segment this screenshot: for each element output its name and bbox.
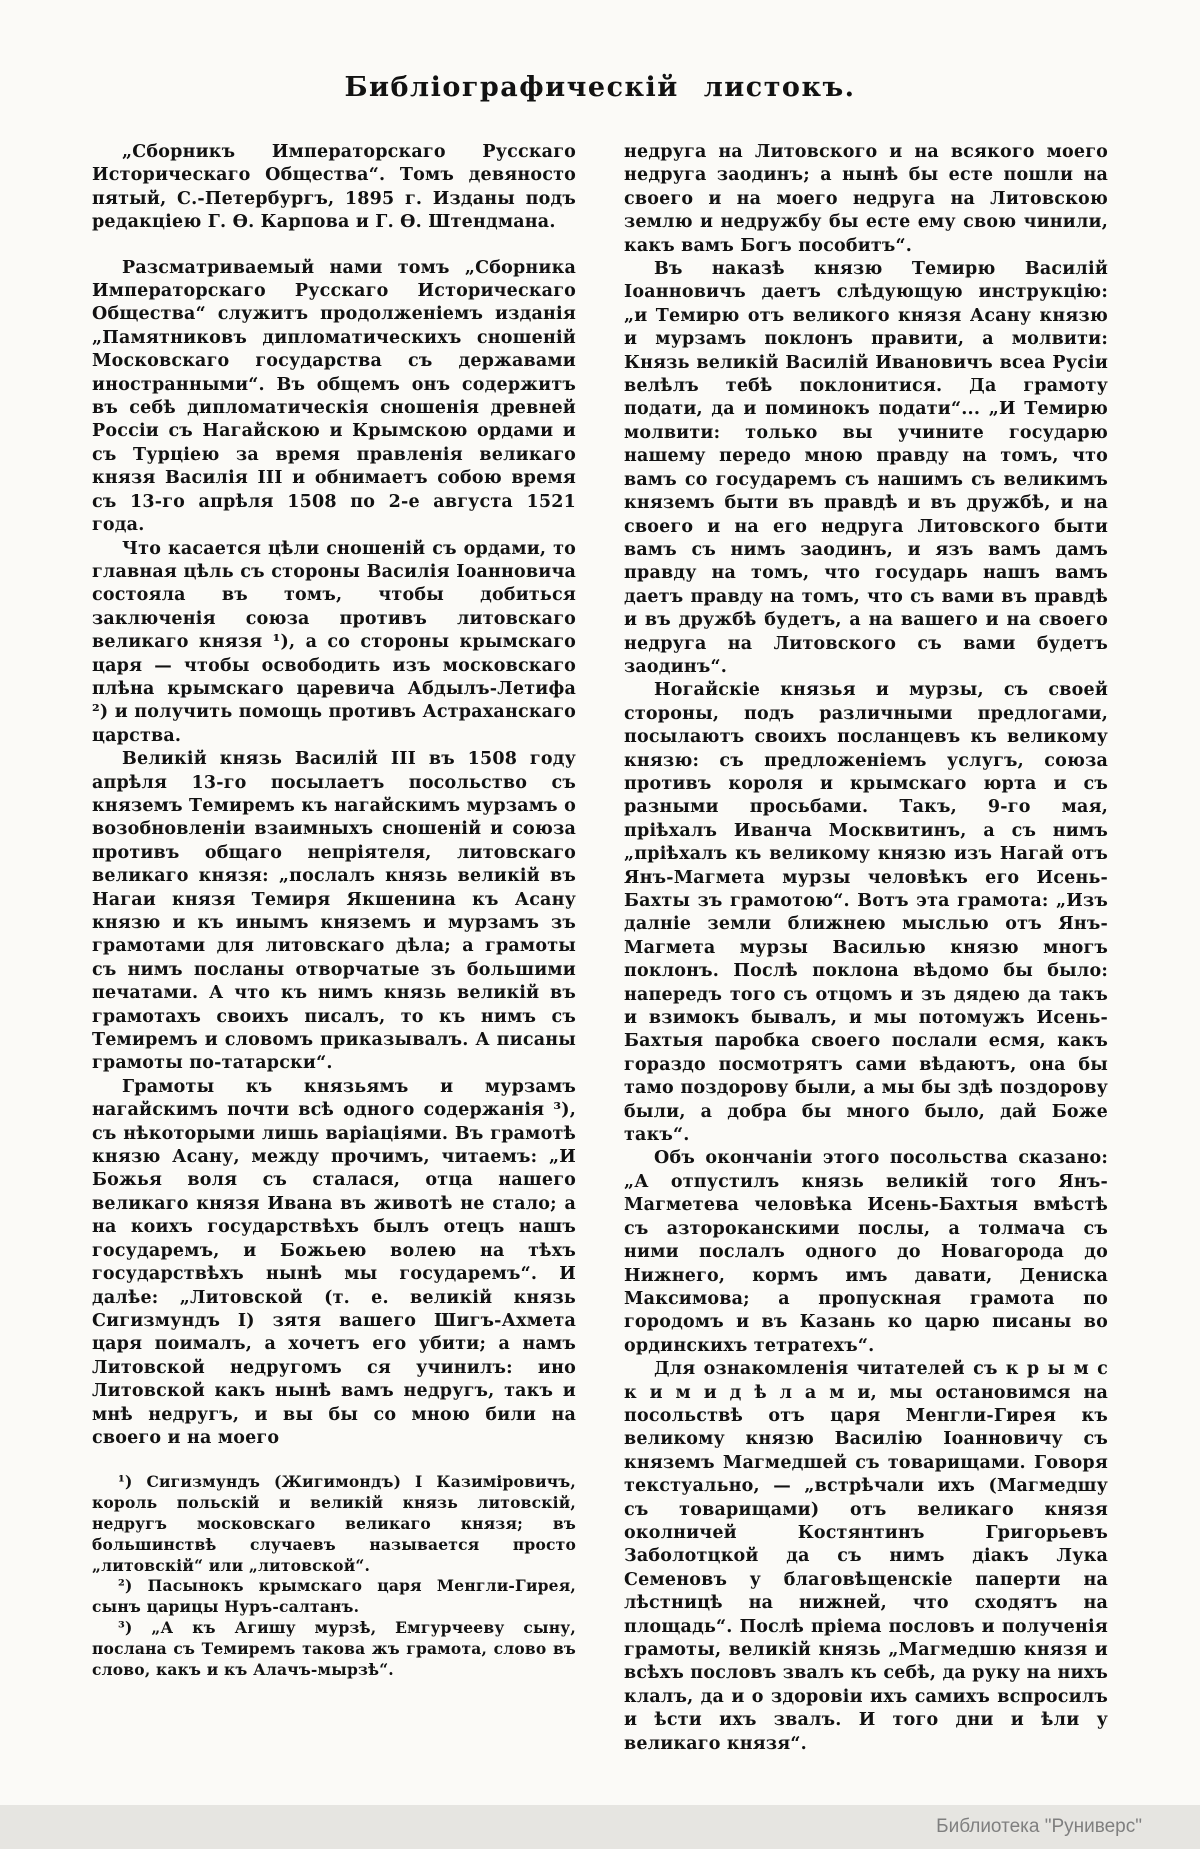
footnote: ¹) Сигизмундъ (Жигимондъ) I Казиміровичъ, король польскій и великій князь литовскій, недругъ московскаго великаго князя; въ большинствѣ случаевъ называется просто „литовскій“ или „литовской“. <box>92 1472 576 1575</box>
footnotes-section <box>92 1472 576 1680</box>
paragraph: Объ окончаніи этого посольства сказано: „А отпустилъ князь великій того Янъ-Магметева человѣка Исень-Бахтыя вмѣстѣ съ азтороканскими послы, а толмача съ ними послалъ одного до Новагорода до Нижнего, кормъ имъ давати, Дениска Максимова; а пропускная грамота по городомъ и въ Казань ко царю писаны во ординскихъ тетратехъ“. <box>624 1148 1108 1356</box>
paragraph: Ногайскіе князья и мурзы, съ своей стороны, подъ различными предлогами, посылаютъ своихъ посланцевъ къ великому князю: съ предложеніемъ услугъ, союза противъ короля и крымскаго юрта и съ разными просьбами. Такъ, 9-го мая, пріѣхалъ Иванча Москвитинъ, а съ нимъ „пріѣхалъ къ великому князю изъ Нагай отъ Янъ-Магмета мурзы человѣкъ его Исень-Бахты зъ грамотою“. Вотъ эта грамота: „Изъ далніе земли ближнею мыслью отъ Янъ-Магмета мурзы Василью князю многъ поклонъ. Послѣ поклона вѣдомо бы было: напередъ того съ отцомъ и зъ дядею да такъ и взимокъ бывалъ, и мы потомужъ Исень-Бахтыя паробка своего послали есмя, какъ гораздо посмотрятъ сами вѣдаютъ, она бы тамо поздорову были, а мы бы здѣ поздорову были, а добра бы много было, дай Боже такъ“. <box>624 680 1108 1146</box>
paragraph: Грамоты къ князьямъ и мурзамъ нагайскимъ почти всѣ одного содержанія ³), съ нѣкоторыми лишь варіаціями. Въ грамотѣ князю Асану, между прочимъ, читаемъ: „И Божья воля съ сталася, отца нашего великаго князя Ивана въ животѣ не стало; а на коихъ государствѣхъ былъ отецъ нашъ государемъ, и Божьею волею на тѣхъ государствѣхъ нынѣ мы государемъ“. И далѣе: „Литовской (т. е. великій князь Сигизмундъ I) зятя вашего Шигъ-Ахмета царя поималъ, а хочетъ его убити; а намъ Литовской недругомъ ся учинилъ: ино Литовской какъ нынѣ вамъ недругъ, такъ и мнѣ недругъ, и вы бы со мною били на своего и на моего <box>92 1076 576 1448</box>
paragraph-citation: „Сборникъ Императорскаго Русскаго Историческаго Общества“. Томъ девяносто пятый, С.-Петербургъ, 1895 г. Изданы подъ редакціею Г. Ѳ. Карпова и Г. Ѳ. Штендмана. <box>92 142 576 233</box>
page-title: Библіографическій листокъ. <box>344 72 856 103</box>
left-column <box>92 141 576 1756</box>
paragraph: Въ наказѣ князю Темирю Василій Іоанновичъ даетъ слѣдующую инструкцію: „и Темирю отъ великого князя Асану князю и мурзамъ поклонъ правити, а молвити: Князь великій Василій Ивановичъ всеа Русіи велѣлъ тебѣ поклонитися. Да грамоту подати, да и поминокъ подати“... „И Темирю молвити: только вы учините государю нашему передо мною правду на томъ, что вамъ со государемъ съ нашимъ съ великимъ княземъ быти въ правдѣ и въ дружбѣ, и на своего и на его недруга Литовского быти вамъ съ нимъ заодинъ, и язъ вамъ дамъ правду на томъ, что государь нашъ вамъ даетъ правду на томъ, что съ вами въ правдѣ и въ дружбѣ будетъ, а на вашего и на своего недруга на Литовского съ вами будетъ заодинъ“. <box>624 259 1108 677</box>
scan-footer-strip <box>0 1805 1200 1849</box>
right-column <box>624 141 1108 1756</box>
paragraph-continuation: недруга на Литовского и на всякого моего недруга заодинъ; а нынѣ бы есте пошли на своего и на моего недруга на Литовскою землю и недружбу бы есте ему свою чинили, какъ вамъ Богъ пособитъ“. <box>624 142 1108 256</box>
footnote: ²) Пасынокъ крымскаго царя Менгли-Гирея, сынъ царицы Нуръ-салтанъ. <box>92 1576 576 1617</box>
two-column-body <box>0 103 1200 1756</box>
library-watermark: Библиотека "Руниверс" <box>936 1816 1142 1837</box>
paragraph: Что касается цѣли сношеній съ ордами, то главная цѣль съ стороны Василія Іоанновича состояла въ томъ, чтобы добиться заключенія союза противъ литовскаго великаго князя ¹), а со стороны крымскаго царя — чтобы освободить изъ московскаго плѣна крымскаго царевича Абдылъ-Летифа ²) и получить помощь противъ Астраханскаго царства. <box>92 538 576 746</box>
paragraph: Разсматриваемый нами томъ „Сборника Императорскаго Русскаго Историческаго Общества“ служитъ продолженіемъ изданія „Памятниковъ дипломатическихъ сношеній Московскаго государства съ державами иностранными“. Въ общемъ онъ содержитъ въ себѣ дипломатическія сношенія древней Россіи съ Нагайскою и Крымскою ордами и съ Турціею за время правленія великаго князя Василія III и обнимаетъ собою время съ 13-го апрѣля 1508 по 2-е августа 1521 года. <box>92 257 576 536</box>
footnote: ³) „А къ Агишу мурзѣ, Емгурчееву сыну, послана съ Темиремъ такова жъ грамота, слово въ слово, какъ и къ Алачъ-мырзѣ“. <box>92 1617 576 1679</box>
paragraph: Для ознакомленія читателей съ к р ы м с к и м и д ѣ л а м и, мы остановимся на посольствѣ отъ царя Менгли-Гирея къ великому князю Василію Іоанновичу съ княземъ Магмедшей съ товарищами. Говоря текстуально, — „встрѣчали ихъ (Магмедшу съ товарищами) отъ великаго князя околничей Костянтинъ Григорьевъ Заболотцкой да съ нимъ діакъ Лука Семеновъ у благовѣщенскіе паперти на лѣстницѣ на нижней, что сходятъ на площадь“. Послѣ пріема пословъ и полученія грамоты, великій князь „Магмедшю князя и всѣхъ пословъ звалъ къ себѣ, да руку на нихъ клалъ, да и о здоровіи ихъ самихъ вспросилъ и ѣсти ихъ звалъ. И того дни и ѣли у великаго князя“. <box>624 1359 1108 1754</box>
paragraph: Великій князь Василій III въ 1508 году апрѣля 13-го посылаетъ посольство съ княземъ Темиремъ къ нагайскимъ мурзамъ о возобновленіи взаимныхъ сношеній и союза противъ общаго непріятеля, литовскаго великаго князя: „послалъ князь великій въ Нагаи князя Темиря Якшенина къ Асану князю и къ инымъ княземъ и мурзамъ зъ грамотами для литовскаго дѣла; а грамоты съ нимъ посланы отворчатые зъ большими печатами. А что къ нимъ князь великій въ грамотахъ своихъ писалъ, то къ нимъ съ Темиремъ и словомъ приказывалъ. А писаны грамоты по-татарски“. <box>92 749 576 1074</box>
